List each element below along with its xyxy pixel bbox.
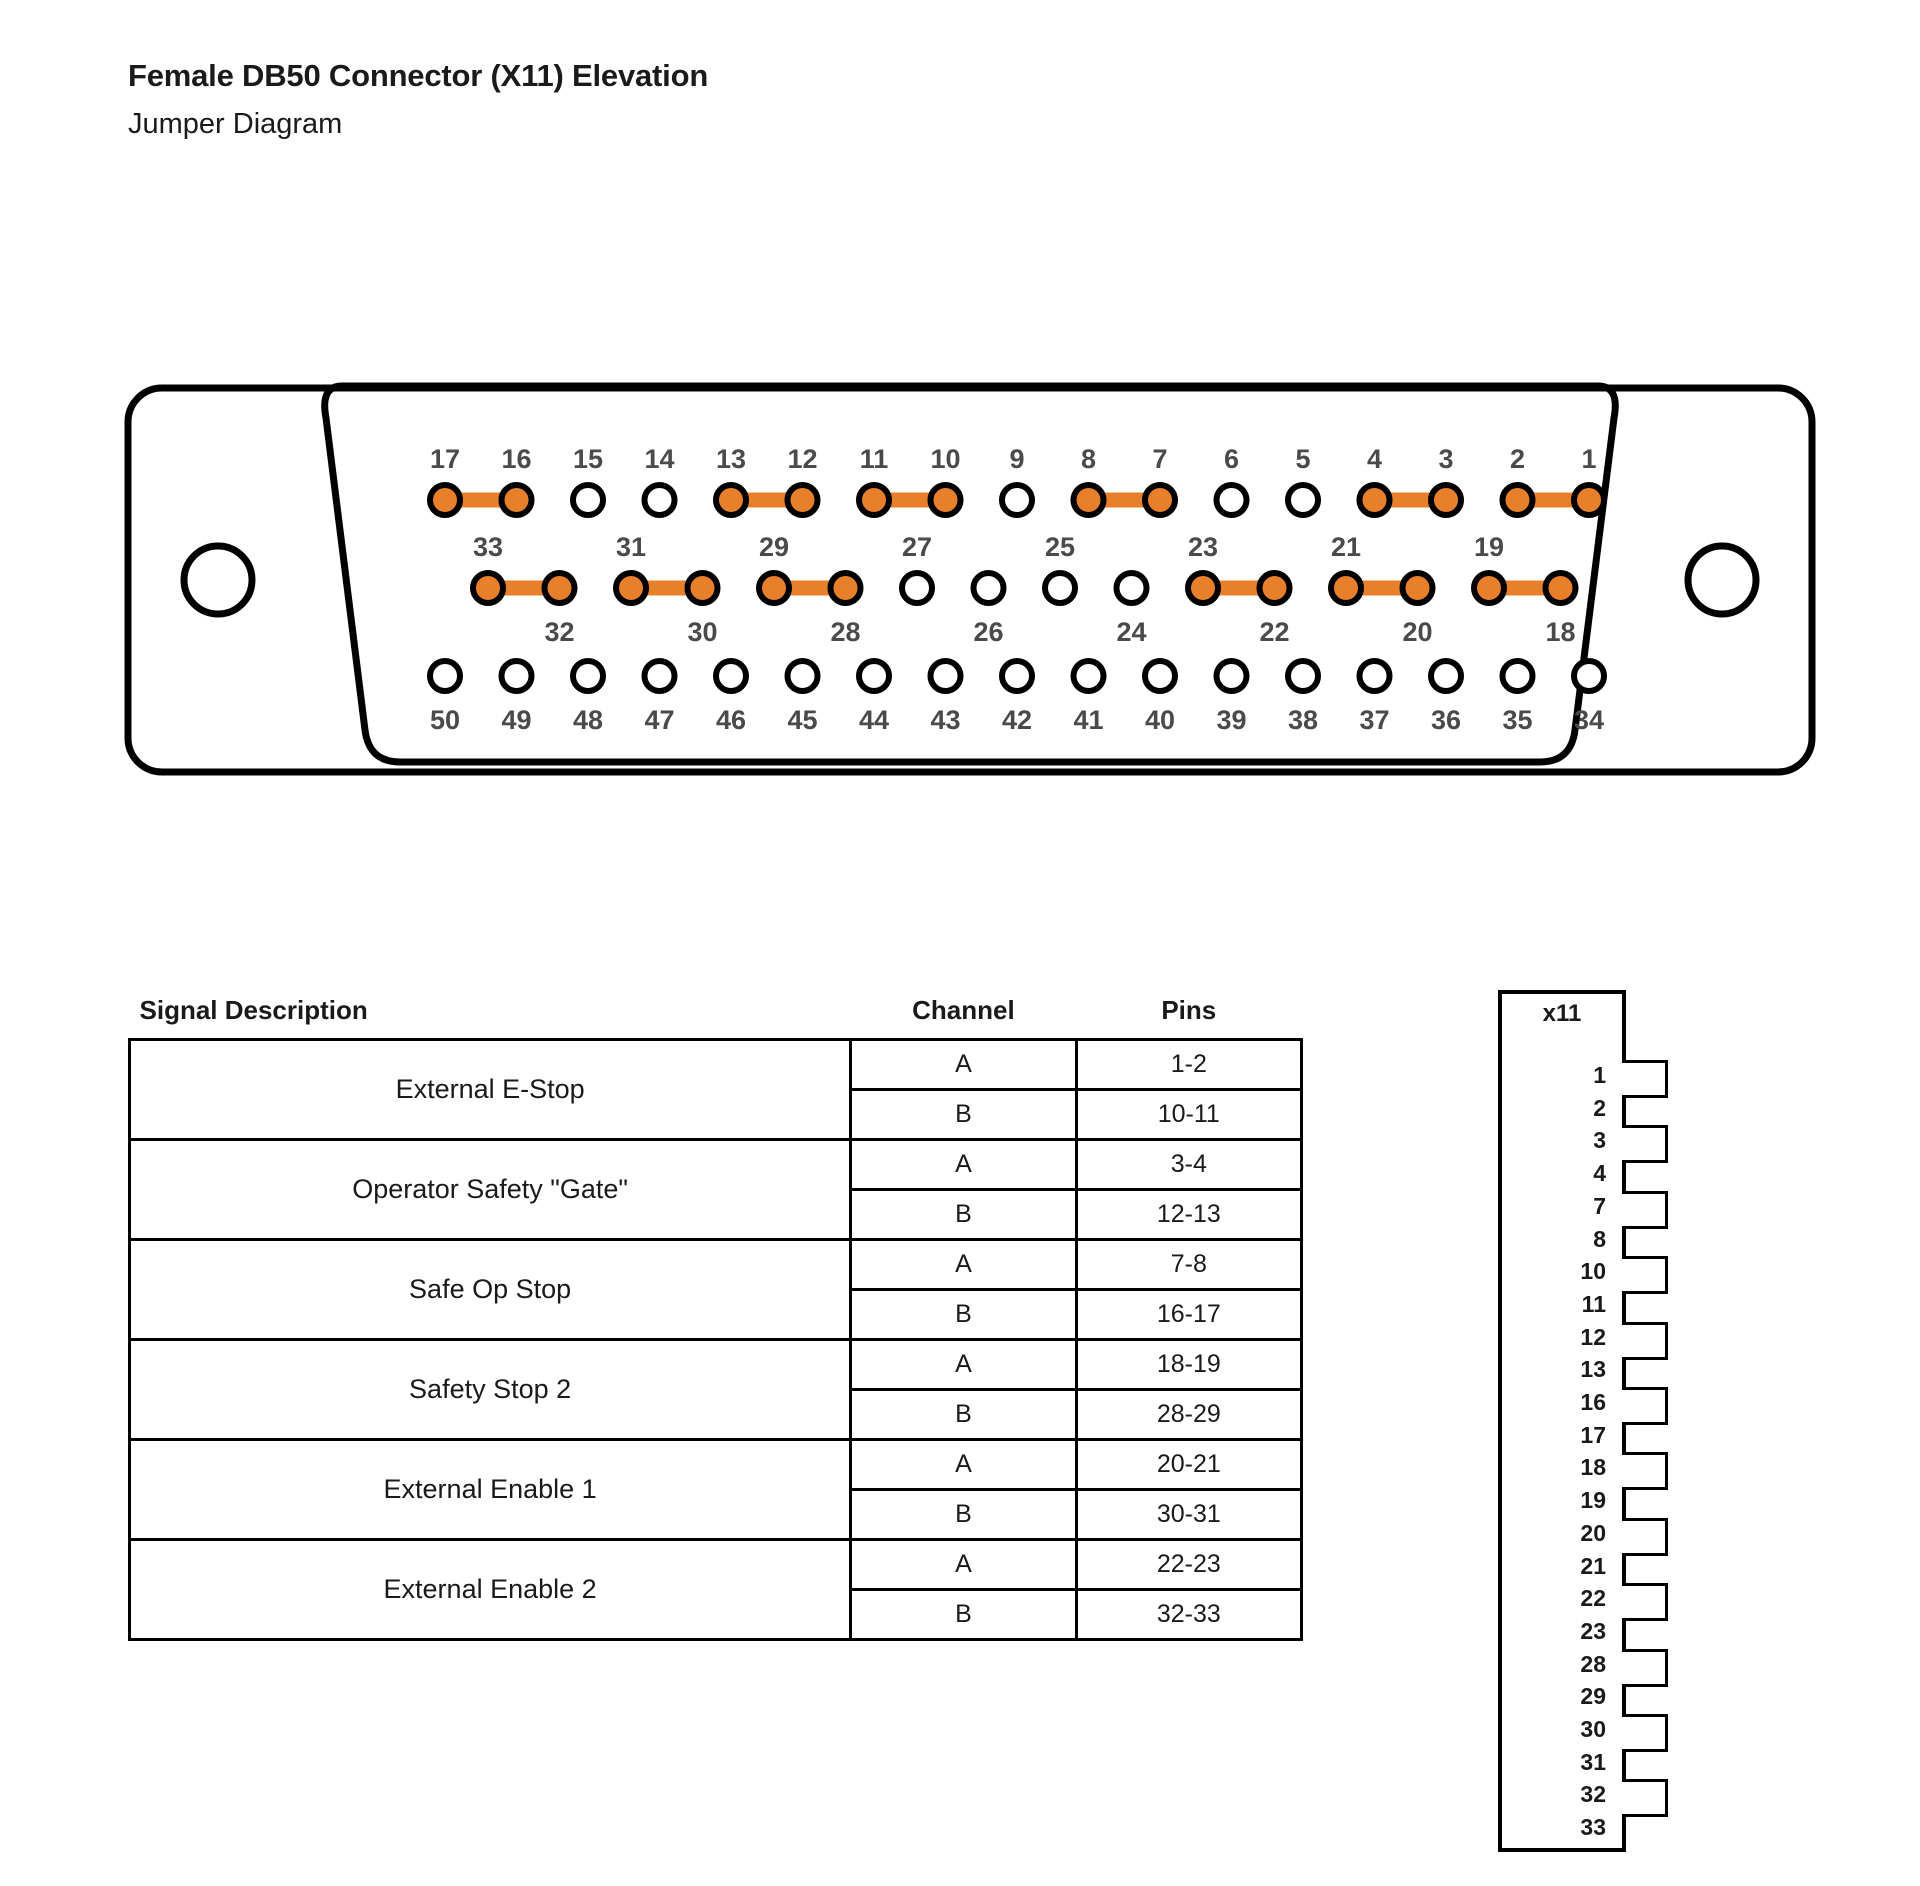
- x11-screw-terminal-16-17: [1622, 1387, 1668, 1425]
- pin-label-50: 50: [429, 705, 461, 735]
- pin-label-24: 24: [1116, 617, 1147, 647]
- pin-label-32: 32: [544, 617, 575, 647]
- socket-pin-46: [716, 661, 746, 691]
- x11-pin-label-22: 22: [1580, 1585, 1606, 1612]
- pin-label-7: 7: [1152, 444, 1168, 474]
- pin-label-9: 9: [1009, 444, 1025, 474]
- socket-pin-18: [1546, 573, 1576, 603]
- pins-cell: 16-17: [1076, 1290, 1301, 1340]
- table-row: [130, 1140, 1302, 1190]
- channel-cell: B: [851, 1590, 1076, 1640]
- pin-label-30: 30: [687, 617, 718, 647]
- pin-label-22: 22: [1259, 617, 1290, 647]
- pin-label-3: 3: [1438, 444, 1454, 474]
- table-row: [130, 1440, 1302, 1490]
- pin-label-16: 16: [501, 444, 532, 474]
- socket-pin-36: [1431, 661, 1461, 691]
- signal-description-cell: Operator Safety "Gate": [130, 1140, 851, 1240]
- x11-terminal-block: [1498, 990, 1698, 1860]
- pin-label-19: 19: [1473, 532, 1505, 562]
- socket-pin-24: [1117, 573, 1147, 603]
- x11-pin-label-16: 16: [1580, 1389, 1606, 1415]
- pins-cell: 10-11: [1076, 1090, 1301, 1140]
- socket-pin-7: [1145, 485, 1175, 515]
- pins-cell: 12-13: [1076, 1190, 1301, 1240]
- channel-cell: B: [851, 1290, 1076, 1340]
- pins-cell: 1-2: [1076, 1040, 1301, 1090]
- pin-label-25: 25: [1044, 532, 1076, 562]
- table-row: [130, 1340, 1302, 1390]
- db50-connector-diagram: [120, 380, 1820, 780]
- pins-cell: 3-4: [1076, 1140, 1301, 1190]
- x11-pin-label-8: 8: [1593, 1225, 1606, 1252]
- socket-pin-1: [1574, 485, 1604, 515]
- signal-description-cell: External E-Stop: [130, 1040, 851, 1140]
- socket-pin-28: [831, 573, 861, 603]
- socket-pin-13: [716, 485, 746, 515]
- pins-cell: 22-23: [1076, 1540, 1301, 1590]
- socket-pin-34: [1574, 661, 1604, 691]
- socket-pin-15: [573, 485, 603, 515]
- pin-label-12: 12: [787, 444, 818, 474]
- x11-pin-label-4: 4: [1593, 1160, 1606, 1187]
- socket-pin-43: [931, 661, 961, 691]
- x11-screw-terminal-10-11: [1622, 1256, 1668, 1294]
- x11-pin-label-12: 12: [1580, 1323, 1606, 1350]
- socket-pin-44: [859, 661, 889, 691]
- socket-pin-2: [1503, 485, 1533, 515]
- socket-pin-50: [430, 661, 460, 691]
- x11-pin-label-19: 19: [1580, 1487, 1606, 1514]
- x11-label: x11: [1542, 1000, 1582, 1027]
- x11-pin-label-11: 11: [1581, 1290, 1606, 1317]
- socket-pin-41: [1074, 661, 1104, 691]
- x11-pin-label-17: 17: [1580, 1421, 1606, 1448]
- socket-pin-42: [1002, 661, 1032, 691]
- title-block: [128, 58, 708, 141]
- socket-pin-10: [931, 485, 961, 515]
- pins-cell: 28-29: [1076, 1390, 1301, 1440]
- x11-pin-label-3: 3: [1593, 1127, 1606, 1154]
- x11-pin-label-10: 10: [1580, 1258, 1606, 1285]
- table-header-channel: Channel: [912, 995, 1015, 1025]
- pin-label-49: 49: [501, 705, 532, 735]
- pin-label-15: 15: [572, 444, 604, 474]
- pin-label-44: 44: [858, 705, 890, 735]
- table-row: [130, 1540, 1302, 1590]
- pin-label-4: 4: [1366, 444, 1383, 474]
- channel-cell: B: [851, 1190, 1076, 1240]
- signal-description-cell: External Enable 1: [130, 1440, 851, 1540]
- mounting-hole-right: [1688, 546, 1756, 614]
- pin-label-41: 41: [1073, 705, 1104, 735]
- socket-pin-22: [1260, 573, 1290, 603]
- pin-label-42: 42: [1001, 705, 1033, 735]
- socket-pin-3: [1431, 485, 1461, 515]
- table-header-description: Signal Description: [139, 995, 368, 1025]
- socket-pin-47: [645, 661, 675, 691]
- channel-cell: A: [851, 1140, 1076, 1190]
- x11-screw-terminal-3-4: [1622, 1125, 1668, 1163]
- x11-screw-terminal-22-23: [1622, 1583, 1668, 1621]
- socket-pin-19: [1474, 573, 1504, 603]
- x11-screw-terminal-1-2: [1622, 1060, 1668, 1098]
- x11-screw-terminal-20-21: [1622, 1518, 1668, 1556]
- socket-pin-8: [1074, 485, 1104, 515]
- connector-svg: [120, 380, 1820, 780]
- socket-pin-9: [1002, 485, 1032, 515]
- socket-pin-32: [545, 573, 575, 603]
- signal-description-cell: External Enable 2: [130, 1540, 851, 1640]
- page-subtitle: Jumper Diagram: [128, 108, 343, 140]
- pin-label-38: 38: [1287, 705, 1319, 735]
- socket-pin-31: [616, 573, 646, 603]
- pin-label-13: 13: [715, 444, 747, 474]
- pin-label-10: 10: [930, 444, 961, 474]
- pin-label-5: 5: [1295, 444, 1311, 474]
- socket-pin-33: [473, 573, 503, 603]
- x11-pin-label-1: 1: [1593, 1062, 1606, 1088]
- pin-label-6: 6: [1223, 444, 1240, 474]
- pin-label-29: 29: [758, 532, 790, 562]
- pins-cell: 30-31: [1076, 1490, 1301, 1540]
- socket-pin-40: [1145, 661, 1175, 691]
- x11-pin-label-21: 21: [1580, 1552, 1606, 1579]
- pin-label-2: 2: [1509, 444, 1526, 474]
- pin-label-27: 27: [901, 532, 933, 562]
- pin-label-31: 31: [615, 532, 647, 562]
- x11-pin-label-13: 13: [1580, 1356, 1606, 1383]
- socket-pin-49: [502, 661, 532, 691]
- socket-pin-30: [688, 573, 718, 603]
- x11-pin-label-23: 23: [1580, 1617, 1606, 1644]
- pin-label-1: 1: [1581, 444, 1597, 474]
- socket-pin-16: [502, 485, 532, 515]
- channel-cell: B: [851, 1390, 1076, 1440]
- socket-pin-38: [1288, 661, 1318, 691]
- x11-pin-label-33: 33: [1580, 1814, 1606, 1841]
- pin-label-40: 40: [1144, 705, 1176, 735]
- x11-pin-label-32: 32: [1580, 1781, 1606, 1808]
- socket-pin-11: [859, 485, 889, 515]
- x11-pin-label-7: 7: [1593, 1192, 1606, 1219]
- table-header-pins: Pins: [1161, 995, 1217, 1025]
- x11-pin-label-31: 31: [1580, 1748, 1606, 1775]
- pin-label-20: 20: [1402, 617, 1433, 647]
- pin-label-21: 21: [1330, 532, 1362, 562]
- socket-pin-45: [788, 661, 818, 691]
- page-title: Female DB50 Connector (X11) Elevation: [128, 58, 709, 93]
- socket-pin-48: [573, 661, 603, 691]
- channel-cell: B: [851, 1090, 1076, 1140]
- pins-cell: 7-8: [1076, 1240, 1301, 1290]
- mounting-hole-left: [184, 546, 252, 614]
- socket-pin-29: [759, 573, 789, 603]
- pin-label-11: 11: [859, 444, 889, 474]
- pin-field: [430, 444, 1604, 735]
- pin-label-23: 23: [1187, 532, 1219, 562]
- pin-label-18: 18: [1545, 617, 1576, 647]
- x11-pin-label-30: 30: [1580, 1716, 1606, 1742]
- channel-cell: A: [851, 1240, 1076, 1290]
- channel-cell: B: [851, 1490, 1076, 1540]
- pins-cell: 32-33: [1076, 1590, 1301, 1640]
- socket-pin-5: [1288, 485, 1318, 515]
- pin-label-26: 26: [973, 617, 1004, 647]
- socket-pin-25: [1045, 573, 1075, 603]
- socket-pin-17: [430, 485, 460, 515]
- x11-pin-label-2: 2: [1593, 1094, 1606, 1121]
- pin-label-35: 35: [1502, 705, 1533, 735]
- x11-screw-terminal-7-8: [1622, 1191, 1668, 1229]
- signal-description-cell: Safe Op Stop: [130, 1240, 851, 1340]
- socket-pin-21: [1331, 573, 1361, 603]
- socket-pin-39: [1217, 661, 1247, 691]
- x11-pin-label-20: 20: [1580, 1519, 1606, 1546]
- socket-pin-4: [1360, 485, 1390, 515]
- x11-pin-label-28: 28: [1580, 1650, 1606, 1677]
- pins-cell: 20-21: [1076, 1440, 1301, 1490]
- x11-pin-label-18: 18: [1580, 1454, 1606, 1481]
- pin-label-14: 14: [644, 444, 675, 474]
- table-body: [130, 1040, 1302, 1640]
- x11-screw-terminal-30-31: [1622, 1714, 1668, 1752]
- x11-screw-terminal-32-33: [1622, 1779, 1668, 1817]
- pin-label-36: 36: [1430, 705, 1462, 735]
- table-row: [130, 1040, 1302, 1090]
- x11-screw-terminal-28-29: [1622, 1649, 1668, 1687]
- pin-label-46: 46: [715, 705, 747, 735]
- x11-screw-terminal-18-19: [1622, 1452, 1668, 1490]
- channel-cell: A: [851, 1040, 1076, 1090]
- signal-description-cell: Safety Stop 2: [130, 1340, 851, 1440]
- pins-cell: 18-19: [1076, 1340, 1301, 1390]
- pin-label-45: 45: [787, 705, 818, 735]
- pin-label-39: 39: [1216, 705, 1247, 735]
- pin-label-28: 28: [830, 617, 861, 647]
- pin-label-33: 33: [472, 532, 504, 562]
- pin-label-47: 47: [644, 705, 675, 735]
- channel-cell: A: [851, 1440, 1076, 1490]
- pin-label-8: 8: [1080, 444, 1097, 474]
- socket-pin-37: [1360, 661, 1390, 691]
- socket-pin-14: [645, 485, 675, 515]
- pin-label-48: 48: [572, 705, 604, 735]
- socket-pin-6: [1217, 485, 1247, 515]
- channel-cell: A: [851, 1340, 1076, 1390]
- x11-pin-label-29: 29: [1580, 1683, 1606, 1710]
- pin-label-37: 37: [1359, 705, 1390, 735]
- pin-label-43: 43: [930, 705, 961, 735]
- socket-pin-23: [1188, 573, 1218, 603]
- table-row: [130, 1240, 1302, 1290]
- pin-label-17: 17: [429, 444, 461, 474]
- socket-pin-35: [1503, 661, 1533, 691]
- socket-pin-26: [974, 573, 1004, 603]
- pin-label-34: 34: [1573, 705, 1605, 735]
- signal-description-table: [128, 995, 1303, 1641]
- socket-pin-12: [788, 485, 818, 515]
- channel-cell: A: [851, 1540, 1076, 1590]
- socket-pin-20: [1403, 573, 1433, 603]
- x11-screw-terminal-12-13: [1622, 1322, 1668, 1360]
- socket-pin-27: [902, 573, 932, 603]
